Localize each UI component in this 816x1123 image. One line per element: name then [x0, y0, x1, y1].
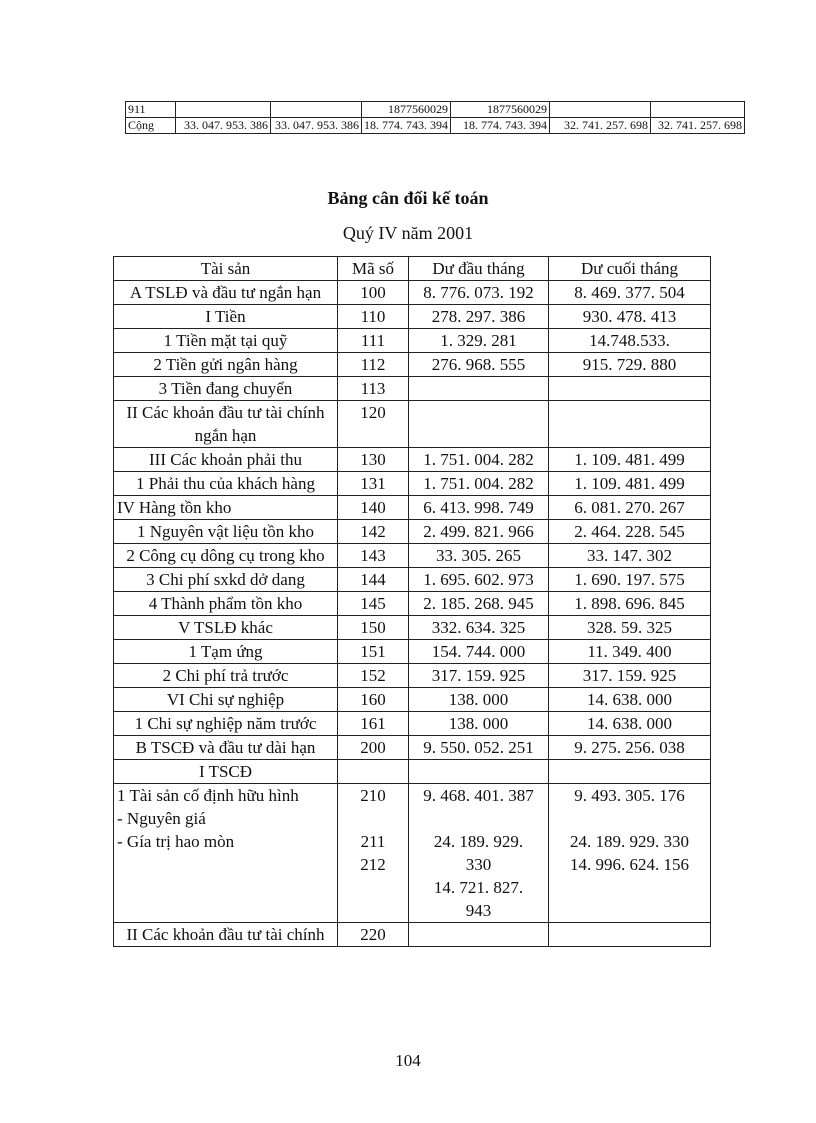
top-table-row	[126, 102, 745, 118]
header-end-balance: Dư cuối tháng	[549, 257, 711, 281]
start-balance	[409, 923, 549, 947]
asset-name: 1 Tiền mặt tại quỹ	[114, 329, 338, 353]
asset-name: 4 Thành phẩm tồn kho	[114, 592, 338, 616]
start-balance: 2. 185. 268. 945	[409, 592, 549, 616]
account-code: 200	[338, 736, 409, 760]
asset-name-line: 1 Tài sản cố định hữu hình	[117, 786, 299, 805]
end-balance: 14.748.533.	[549, 329, 711, 353]
start-balance-line: 14. 721. 827. 943	[433, 878, 524, 920]
account-code: 112	[338, 353, 409, 377]
top-cell: 18. 774. 743. 394	[451, 118, 550, 134]
start-balance: 278. 297. 386	[409, 305, 549, 329]
asset-name-line: - Gía trị hao mòn	[117, 832, 235, 851]
start-balance: 9. 550. 052. 251	[409, 736, 549, 760]
asset-name: 3 Tiền đang chuyển	[114, 377, 338, 401]
table-row	[114, 592, 711, 616]
asset-name: I Tiền	[114, 305, 338, 329]
top-row-label: Cộng	[126, 118, 176, 134]
table-row-fixed-assets	[114, 784, 711, 923]
account-code: 111	[338, 329, 409, 353]
end-balance: 33. 147. 302	[549, 544, 711, 568]
asset-name: B TSCĐ và đầu tư dài hạn	[114, 736, 338, 760]
end-balance: 317. 159. 925	[549, 664, 711, 688]
top-cell: 33. 047. 953. 386	[271, 118, 362, 134]
end-balance: 9. 275. 256. 038	[549, 736, 711, 760]
table-row	[114, 664, 711, 688]
start-balance: 154. 744. 000	[409, 640, 549, 664]
start-balance: 33. 305. 265	[409, 544, 549, 568]
account-code: 120	[338, 401, 409, 448]
table-row	[114, 616, 711, 640]
end-balance-line: 14. 996. 624. 156	[570, 855, 689, 874]
end-balance: 6. 081. 270. 267	[549, 496, 711, 520]
top-cell: 33. 047. 953. 386	[176, 118, 271, 134]
end-balance: 1. 109. 481. 499	[549, 448, 711, 472]
account-code: 143	[338, 544, 409, 568]
account-code: 220	[338, 923, 409, 947]
account-code: 131	[338, 472, 409, 496]
document-title: Bảng cân đối kế toán	[327, 188, 489, 208]
header-code: Mã số	[338, 257, 409, 281]
account-code: 130	[338, 448, 409, 472]
end-balance: 1. 898. 696. 845	[549, 592, 711, 616]
asset-name: A TSLĐ và đầu tư ngắn hạn	[114, 281, 338, 305]
table-row	[114, 688, 711, 712]
asset-name: VI Chi sự nghiệp	[114, 688, 338, 712]
start-balance	[409, 401, 549, 448]
start-balance: 6. 413. 998. 749	[409, 496, 549, 520]
table-row	[114, 544, 711, 568]
header-row	[114, 257, 711, 281]
table-row	[114, 640, 711, 664]
asset-name: 2 Công cụ dông cụ trong kho	[114, 544, 338, 568]
table-row	[114, 281, 711, 305]
account-code: 140	[338, 496, 409, 520]
asset-name: 1 Phải thu của khách hàng	[114, 472, 338, 496]
balance-sheet-table	[113, 256, 711, 947]
start-balance: 1. 329. 281	[409, 329, 549, 353]
asset-name: IV Hàng tồn kho	[114, 496, 338, 520]
asset-name: III Các khoản phải thu	[114, 448, 338, 472]
end-balance: 8. 469. 377. 504	[549, 281, 711, 305]
end-balance-line: 9. 493. 305. 176	[574, 786, 685, 805]
account-code: 161	[338, 712, 409, 736]
end-balance	[549, 377, 711, 401]
table-row	[114, 760, 711, 784]
end-balance: 1. 690. 197. 575	[549, 568, 711, 592]
asset-name: 1 Chi sự nghiệp năm trước	[114, 712, 338, 736]
table-row	[114, 401, 711, 448]
end-balance: 14. 638. 000	[549, 688, 711, 712]
account-code	[338, 760, 409, 784]
header-assets: Tài sản	[114, 257, 338, 281]
end-balance	[549, 784, 711, 923]
start-balance: 317. 159. 925	[409, 664, 549, 688]
start-balance: 138. 000	[409, 688, 549, 712]
end-balance: 915. 729. 880	[549, 353, 711, 377]
top-cell: 18. 774. 743. 394	[362, 118, 451, 134]
end-balance	[549, 923, 711, 947]
start-balance: 8. 776. 073. 192	[409, 281, 549, 305]
asset-name-line: - Nguyên giá	[117, 809, 206, 828]
asset-name: 2 Chi phí trả trước	[114, 664, 338, 688]
account-code: 113	[338, 377, 409, 401]
start-balance: 276. 968. 555	[409, 353, 549, 377]
top-table-row	[126, 118, 745, 134]
asset-name: V TSLĐ khác	[114, 616, 338, 640]
asset-name	[114, 784, 338, 923]
asset-name: 1 Tạm ứng	[114, 640, 338, 664]
end-balance	[549, 401, 711, 448]
account-code: 160	[338, 688, 409, 712]
asset-name: II Các khoản đầu tư tài chính ngắn hạn	[114, 401, 338, 448]
table-row	[114, 329, 711, 353]
header-start-balance: Dư đầu tháng	[409, 257, 549, 281]
start-balance	[409, 760, 549, 784]
top-table	[125, 101, 745, 134]
start-balance-line: 9. 468. 401. 387	[423, 786, 534, 805]
start-balance: 1. 751. 004. 282	[409, 448, 549, 472]
start-balance-line: 24. 189. 929. 330	[433, 832, 524, 874]
account-code: 110	[338, 305, 409, 329]
table-row	[114, 923, 711, 947]
start-balance: 138. 000	[409, 712, 549, 736]
end-balance: 14. 638. 000	[549, 712, 711, 736]
table-row	[114, 377, 711, 401]
account-code: 145	[338, 592, 409, 616]
start-balance: 1. 695. 602. 973	[409, 568, 549, 592]
table-row	[114, 520, 711, 544]
table-row	[114, 736, 711, 760]
start-balance: 332. 634. 325	[409, 616, 549, 640]
account-code: 100	[338, 281, 409, 305]
page-number: 104	[395, 1051, 421, 1070]
top-table-body	[126, 102, 745, 134]
top-cell	[651, 102, 745, 118]
start-balance: 1. 751. 004. 282	[409, 472, 549, 496]
asset-name: 1 Nguyên vật liệu tồn kho	[114, 520, 338, 544]
end-balance: 1. 109. 481. 499	[549, 472, 711, 496]
asset-name: 2 Tiền gửi ngân hàng	[114, 353, 338, 377]
account-code: 144	[338, 568, 409, 592]
table-row	[114, 305, 711, 329]
top-row-label: 911	[126, 102, 176, 118]
end-balance: 328. 59. 325	[549, 616, 711, 640]
top-cell: 32. 741. 257. 698	[651, 118, 745, 134]
table-row	[114, 712, 711, 736]
end-balance	[549, 760, 711, 784]
document-subtitle: Quý IV năm 2001	[342, 223, 474, 243]
account-code-line: 212	[360, 855, 386, 874]
account-code: 151	[338, 640, 409, 664]
start-balance	[409, 377, 549, 401]
asset-name: II Các khoản đầu tư tài chính	[114, 923, 338, 947]
account-code	[338, 784, 409, 923]
account-code-line: 211	[360, 832, 386, 851]
top-cell	[176, 102, 271, 118]
top-cell	[271, 102, 362, 118]
start-balance: 2. 499. 821. 966	[409, 520, 549, 544]
account-code: 142	[338, 520, 409, 544]
end-balance: 11. 349. 400	[549, 640, 711, 664]
top-cell: 1877560029	[362, 102, 451, 118]
asset-name: I TSCĐ	[114, 760, 338, 784]
end-balance: 2. 464. 228. 545	[549, 520, 711, 544]
top-cell	[550, 102, 651, 118]
table-row	[114, 448, 711, 472]
table-row	[114, 496, 711, 520]
end-balance: 930. 478. 413	[549, 305, 711, 329]
account-code: 150	[338, 616, 409, 640]
account-code: 152	[338, 664, 409, 688]
asset-name: 3 Chi phí sxkd dở dang	[114, 568, 338, 592]
account-code-line: 210	[360, 786, 386, 805]
end-balance-line: 24. 189. 929. 330	[570, 832, 689, 851]
table-row	[114, 353, 711, 377]
top-cell: 1877560029	[451, 102, 550, 118]
top-cell: 32. 741. 257. 698	[550, 118, 651, 134]
start-balance	[409, 784, 549, 923]
table-row	[114, 568, 711, 592]
balance-sheet-body	[114, 281, 711, 947]
table-row	[114, 472, 711, 496]
